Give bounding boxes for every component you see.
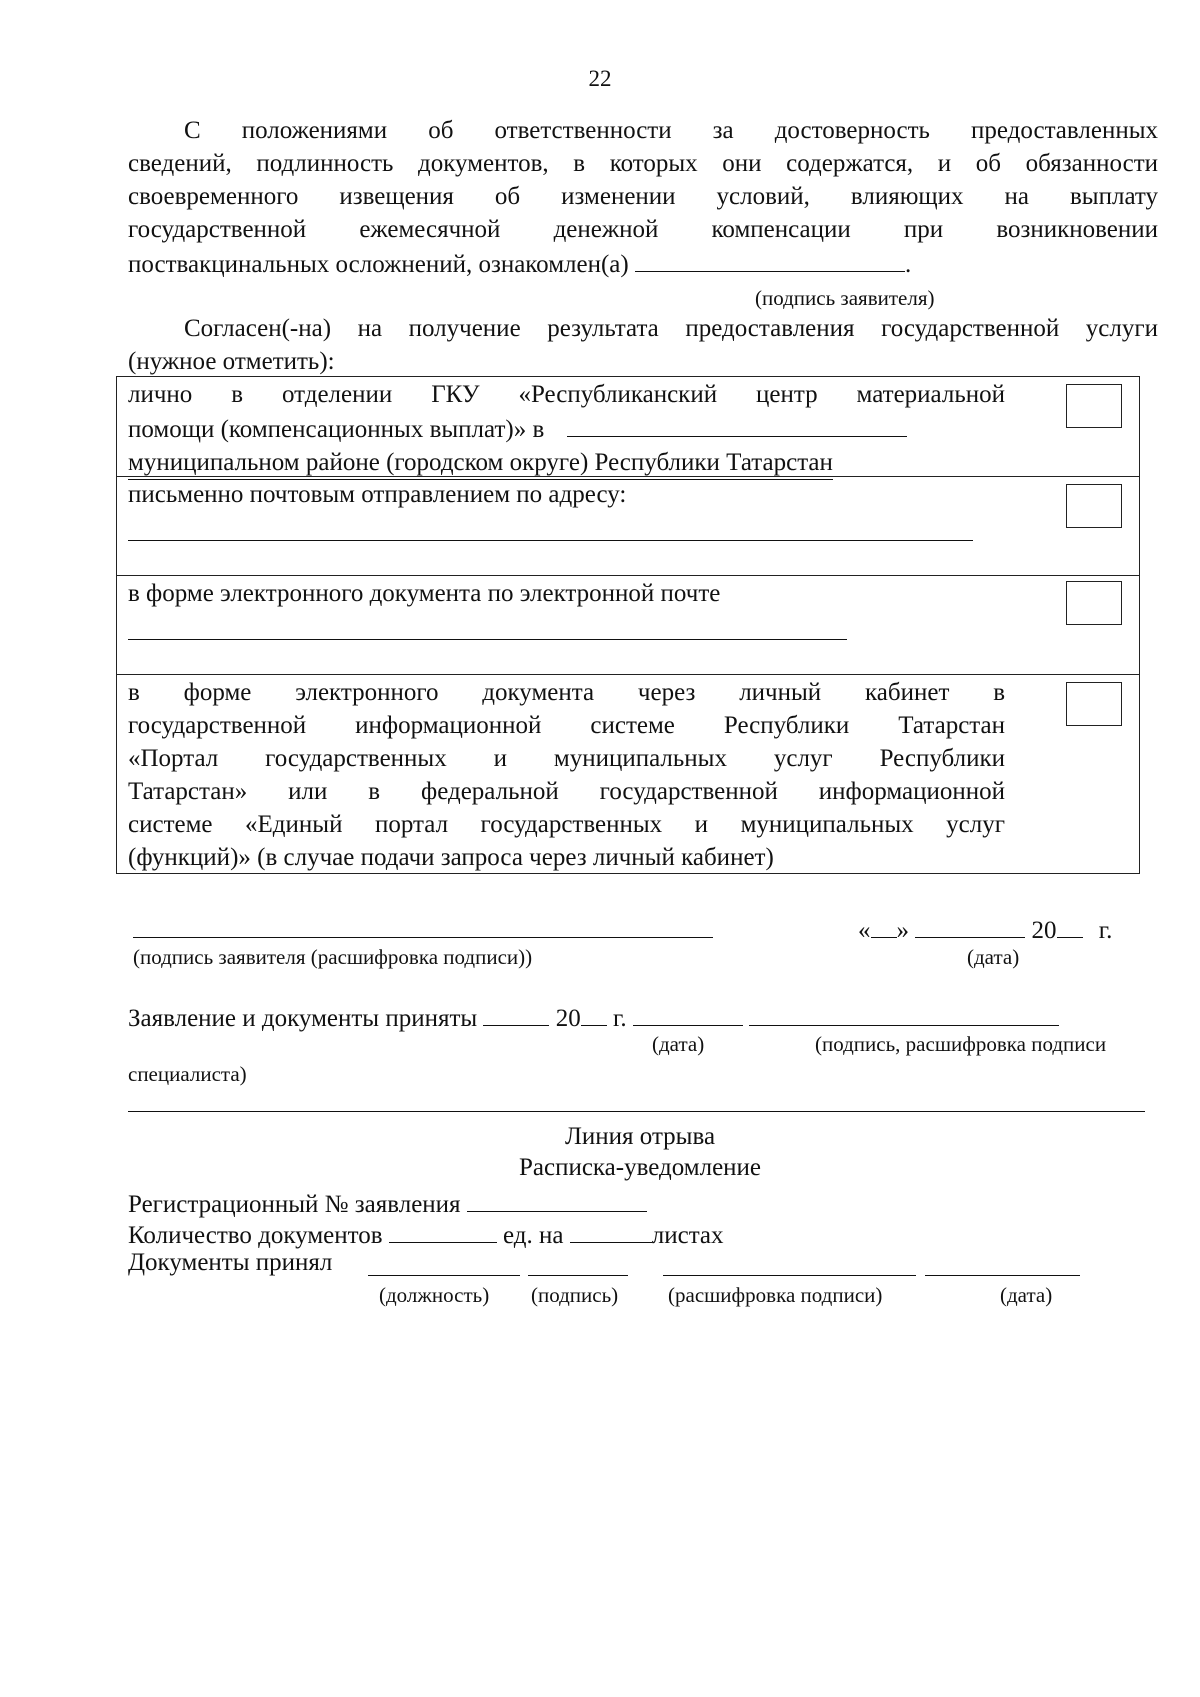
tear-line [128, 1111, 1145, 1112]
option4-line4: Татарстан» или в федеральной государственной информационной [128, 778, 1005, 805]
option1-line2-text: помощи (компенсационных выплат)» в [128, 416, 545, 443]
option4-line1: в форме электронного документа через личный кабинет в [128, 679, 1005, 706]
responsibility-paragraph [128, 114, 1158, 281]
docs-count-field[interactable] [389, 1217, 497, 1243]
option3-line1: в форме электронного документа по электронной почте [128, 580, 721, 607]
acknowledge-signature-field[interactable] [635, 246, 905, 272]
applicant-signature-caption: (подпись заявителя) [755, 286, 935, 310]
tear-line-title: Линия отрыва [564, 1123, 716, 1150]
month-field[interactable] [915, 912, 1025, 938]
option1-line3: муниципальном районе (городском округе) Республики Татарстан [128, 446, 833, 480]
option-row-in-person [117, 377, 1139, 476]
applicant-full-signature-field[interactable] [133, 937, 713, 938]
applicant-full-signature-caption: (подпись заявителя (расшифровка подписи)) [133, 945, 533, 969]
receipt-date-caption: (дата) [1000, 1283, 1053, 1307]
accepted-by-label: Документы принял [128, 1249, 333, 1276]
receipt-docs-line [128, 1217, 724, 1251]
date-close-quote: » [896, 917, 909, 944]
delivery-options-table [116, 376, 1140, 874]
postal-address-field[interactable] [128, 540, 973, 541]
accepted-line [128, 1000, 1059, 1034]
day-field[interactable] [871, 912, 897, 938]
option4-line3: «Портал государственных и муниципальных услуг Республики [128, 745, 1005, 772]
accepted-label: Заявление и документы приняты [128, 1005, 478, 1032]
para1-line5 [128, 246, 1158, 281]
signature-caption: (подпись) [531, 1283, 619, 1307]
email-field[interactable] [128, 639, 847, 640]
year-prefix: 20 [1031, 917, 1057, 944]
receipt-decoding-field[interactable] [663, 1275, 916, 1276]
accepted-year-suffix: г. [612, 1005, 627, 1032]
date-open-quote: « [858, 917, 871, 944]
option-email-text [128, 577, 1005, 610]
para1-line5-text: поствакцинальных осложнений, ознакомлен(а) [128, 251, 629, 278]
accepted-day-field[interactable] [483, 1000, 549, 1026]
date-line [858, 912, 1112, 946]
accepted-year-prefix: 20 [555, 1005, 581, 1032]
position-caption: (должность) [379, 1283, 490, 1307]
receipt-reg-line [128, 1186, 647, 1220]
option-postal-checkbox[interactable] [1066, 484, 1122, 528]
year-suffix: г. [1098, 917, 1113, 944]
specialist-signature-caption: (подпись, расшифровка подписи [815, 1032, 1107, 1056]
para1-line2: сведений, подлинность документов, в которых они содержатся, и об обязанности [128, 150, 1158, 177]
position-field[interactable] [368, 1275, 520, 1276]
option-row-email [117, 575, 1139, 674]
reg-number-field[interactable] [467, 1186, 647, 1212]
consent-paragraph [128, 312, 1158, 378]
page-number: 22 [588, 66, 612, 91]
receipt-accepted-line [128, 1248, 332, 1278]
accepted-month-field[interactable] [633, 1000, 743, 1026]
decoding-caption: (расшифровка подписи) [668, 1283, 883, 1307]
sheets-count-field[interactable] [570, 1217, 652, 1243]
accepted-date-caption: (дата) [652, 1032, 705, 1056]
option-in-person-text [128, 378, 1005, 480]
option-row-portal [117, 674, 1139, 873]
para1-line5-end: . [904, 251, 912, 278]
specialist-signature-caption-cont: специалиста) [128, 1062, 247, 1086]
district-field[interactable] [567, 411, 907, 437]
para1-line1: С положениями об ответственности за достоверность предоставленных [184, 117, 1158, 144]
year-field[interactable] [1057, 912, 1083, 938]
option-in-person-checkbox[interactable] [1066, 384, 1122, 428]
option1-line2 [128, 411, 1005, 446]
option-postal-text [128, 478, 1005, 511]
para1-line3: своевременного извещения об изменении условий, влияющих на выплату [128, 183, 1158, 210]
para2-line2: (нужное отметить): [128, 348, 335, 375]
option4-line6: (функций)» (в случае подачи запроса через личный кабинет) [128, 844, 774, 871]
receipt-date-field[interactable] [925, 1275, 1080, 1276]
option4-line2: государственной информационной системе Республики Татарстан [128, 712, 1005, 739]
option2-line1: письменно почтовым отправлением по адресу: [128, 481, 627, 508]
units-label: ед. на [503, 1222, 564, 1249]
sheets-label: листах [651, 1222, 724, 1249]
option-row-postal [117, 476, 1139, 575]
date-caption: (дата) [967, 945, 1020, 969]
receipt-signature-field[interactable] [528, 1275, 628, 1276]
accepted-year-field[interactable] [581, 1000, 607, 1026]
docs-label: Количество документов [128, 1222, 383, 1249]
option1-line1: лично в отделении ГКУ «Республиканский центр материальной [128, 381, 1005, 408]
option-portal-text [128, 676, 1005, 874]
reg-label: Регистрационный № заявления [128, 1191, 461, 1218]
specialist-signature-field[interactable] [749, 1000, 1059, 1026]
para1-line4: государственной ежемесячной денежной компенсации при возникновении [128, 216, 1158, 243]
para2-line1: Согласен(-на) на получение результата предоставления государственной услуги [184, 315, 1158, 342]
option-email-checkbox[interactable] [1066, 581, 1122, 625]
receipt-title: Расписка-уведомление [518, 1154, 762, 1181]
option-portal-checkbox[interactable] [1066, 682, 1122, 726]
option4-line5: системе «Единый портал государственных и муниципальных услуг [128, 811, 1005, 838]
